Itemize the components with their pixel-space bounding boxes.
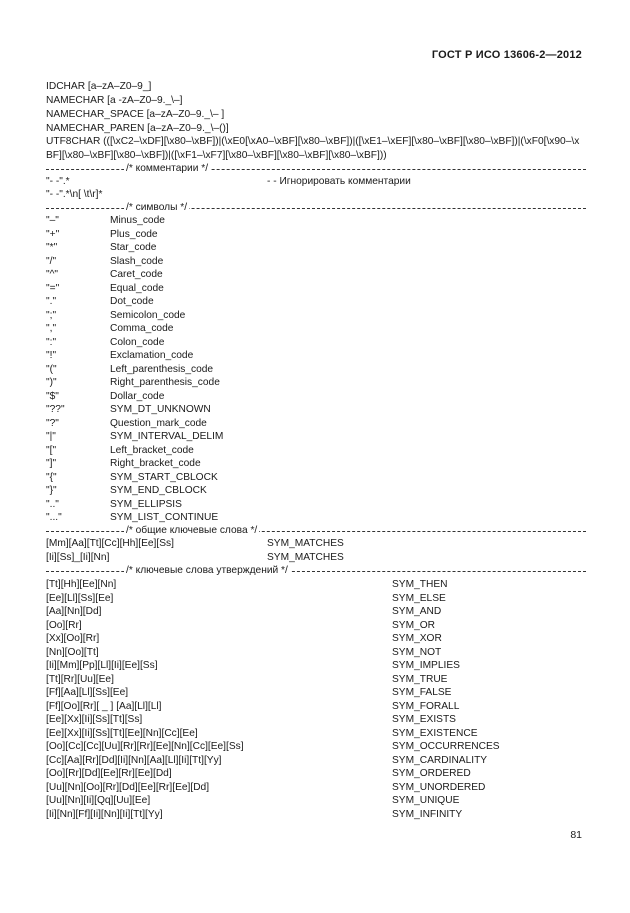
separator-label: /* ключевые слова утверждений */ xyxy=(126,565,288,576)
def-idchar: IDCHAR [a–zA–Z0–9_] xyxy=(46,81,152,92)
symbol-row xyxy=(46,228,586,241)
keyword-code: SYM_NOT xyxy=(392,646,442,658)
assertion-keyword-row xyxy=(46,808,586,821)
symbol-literal: "." xyxy=(46,296,57,307)
symbol-row xyxy=(46,336,586,349)
separator-symbols xyxy=(46,201,586,214)
keyword-code: SYM_MATCHES xyxy=(267,552,344,563)
symbol-code: Plus_code xyxy=(110,228,158,240)
symbol-code: SYM_END_CBLOCK xyxy=(110,485,207,496)
keyword-pattern: [Ii][Ss]_[Ii][Nn] xyxy=(46,552,110,563)
symbol-code: SYM_START_CBLOCK xyxy=(110,471,218,483)
separator-label: /* общие ключевые слова */ xyxy=(126,525,258,536)
symbol-row xyxy=(46,498,586,511)
symbol-row xyxy=(46,444,586,457)
symbol-code: Left_parenthesis_code xyxy=(110,363,214,375)
assertion-keyword-row xyxy=(46,713,586,726)
separator-label: /* символы */ xyxy=(126,202,188,213)
def-namechar-paren: NAMECHAR_PAREN [a–zA–Z0–9._\–()] xyxy=(46,123,229,134)
symbol-literal: "|" xyxy=(46,431,56,442)
symbol-row xyxy=(46,349,586,362)
keyword-pattern: [Aa][Nn][Dd] xyxy=(46,606,102,617)
assertion-keyword-row xyxy=(46,781,586,794)
keyword-code: SYM_FORALL xyxy=(392,700,460,712)
symbol-literal: "[" xyxy=(46,444,57,456)
symbol-code: Minus_code xyxy=(110,215,165,226)
symbol-row xyxy=(46,214,586,227)
symbol-code: Caret_code xyxy=(110,269,163,280)
symbol-code: Colon_code xyxy=(110,336,165,348)
symbol-literal: "?" xyxy=(46,417,59,429)
symbol-code: Slash_code xyxy=(110,255,164,267)
symbol-code: SYM_DT_UNKNOWN xyxy=(110,404,211,415)
comment-pattern: "- -".*\n[ \t\r]* xyxy=(46,189,103,200)
keyword-code: SYM_UNIQUE xyxy=(392,795,460,806)
keyword-pattern: [Xx][Oo][Rr] xyxy=(46,633,100,644)
keyword-code: SYM_OR xyxy=(392,619,436,631)
symbol-row xyxy=(46,471,586,484)
keyword-code: SYM_FALSE xyxy=(392,687,452,698)
page-header: ГОСТ Р ИСО 13606-2—2012 xyxy=(431,49,582,61)
keyword-pattern: [Ff][Oo][Rr][ _ ] [Aa][Ll][Ll] xyxy=(46,700,162,712)
symbol-code: Dot_code xyxy=(110,296,154,307)
assertion-keyword-row xyxy=(46,727,586,740)
keyword-pattern: [Ii][Nn][Ff][Ii][Nn][Ii][Tt][Yy] xyxy=(46,808,163,820)
symbol-literal: "/" xyxy=(46,255,57,267)
symbol-literal: "=" xyxy=(46,282,60,294)
assertion-keyword-row xyxy=(46,659,586,672)
separator-assertion-keywords xyxy=(46,564,586,577)
symbol-row xyxy=(46,417,586,430)
keyword-code: SYM_IMPLIES xyxy=(392,660,460,671)
keyword-code: SYM_EXISTENCE xyxy=(392,727,478,739)
symbol-literal: "+" xyxy=(46,228,60,240)
keyword-pattern: [Ee][Xx][Ii][Ss][Tt][Ee][Nn][Cc][Ee] xyxy=(46,727,198,739)
keyword-pattern: [Tt][Hh][Ee][Nn] xyxy=(46,579,117,590)
symbol-row xyxy=(46,268,586,281)
assertion-keyword-row xyxy=(46,673,586,686)
def-namechar: NAMECHAR [a -zA–Z0–9._\–] xyxy=(46,95,183,106)
assertion-keyword-row xyxy=(46,646,586,659)
general-keyword-row xyxy=(46,537,586,550)
keyword-pattern: [Ii][Mm][Pp][Ll][Ii][Ee][Ss] xyxy=(46,660,158,671)
symbol-literal: "$" xyxy=(46,390,59,402)
assertion-keyword-row xyxy=(46,686,586,699)
symbol-row xyxy=(46,295,586,308)
general-keyword-row xyxy=(46,551,586,564)
keyword-pattern: [Nn][Oo][Tt] xyxy=(46,646,99,658)
keyword-pattern: [Uu][Nn][Ii][Qq][Uu][Ee] xyxy=(46,795,151,806)
keyword-code: SYM_XOR xyxy=(392,633,442,644)
symbol-literal: ")" xyxy=(46,377,57,388)
symbol-code: Star_code xyxy=(110,242,157,253)
def-utf8char: UTF8CHAR (([\xC2–\xDF][\x80–\xBF])|(\xE0[\xA0–\xBF][\x80–\xBF])|([\xE1–\xEF][\x80–\xBF][\x80–\xBF])|(\xF0[\x90–\xBF][\x80–\xBF][\x80–\xBF])|([\xF1–\xF7][\x80–\xBF][\x80–\xBF][\x80–\xBF])) xyxy=(46,136,580,161)
keyword-code: SYM_EXISTS xyxy=(392,714,456,725)
keyword-code: SYM_OCCURRENCES xyxy=(392,741,500,752)
symbol-row xyxy=(46,363,586,376)
symbol-literal: ":" xyxy=(46,336,57,348)
symbol-row xyxy=(46,255,586,268)
assertion-keyword-row xyxy=(46,592,586,605)
symbol-code: SYM_LIST_CONTINUE xyxy=(110,512,219,523)
symbol-literal: "..." xyxy=(46,512,62,523)
symbol-row xyxy=(46,511,586,524)
def-namechar-space: NAMECHAR_SPACE [a–zA–Z0–9._\– ] xyxy=(46,109,225,120)
assertion-keyword-row xyxy=(46,767,586,780)
keyword-code: SYM_AND xyxy=(392,606,442,617)
keyword-code: SYM_ORDERED xyxy=(392,768,471,779)
symbol-row xyxy=(46,430,586,443)
symbol-code: Right_parenthesis_code xyxy=(110,377,220,388)
symbol-row xyxy=(46,322,586,335)
symbol-literal: "{" xyxy=(46,471,57,483)
keyword-code: SYM_ELSE xyxy=(392,592,446,604)
keyword-code: SYM_TRUE xyxy=(392,673,448,685)
assertion-keyword-row xyxy=(46,794,586,807)
symbol-row xyxy=(46,403,586,416)
keyword-pattern: [Cc][Aa][Rr][Dd][Ii][Nn][Aa][Ll][Ii][Tt][Yy] xyxy=(46,754,222,766)
symbol-code: Dollar_code xyxy=(110,390,165,402)
symbol-row xyxy=(46,390,586,403)
separator-general-keywords xyxy=(46,524,586,537)
comment-row xyxy=(46,175,586,188)
keyword-pattern: [Oo][Rr] xyxy=(46,619,82,631)
symbol-literal: "*" xyxy=(46,242,58,253)
symbol-literal: "(" xyxy=(46,363,57,375)
keyword-pattern: [Tt][Rr][Uu][Ee] xyxy=(46,673,114,685)
symbol-code: Equal_code xyxy=(110,282,164,294)
comment-row xyxy=(46,188,586,201)
symbol-row xyxy=(46,376,586,389)
keyword-code: SYM_MATCHES xyxy=(267,538,344,549)
symbol-code: Left_bracket_code xyxy=(110,444,194,456)
symbol-literal: "," xyxy=(46,323,57,334)
symbol-literal: "^" xyxy=(46,269,59,280)
symbol-code: SYM_ELLIPSIS xyxy=(110,498,182,510)
symbol-code: SYM_INTERVAL_DELIM xyxy=(110,431,224,442)
assertion-keyword-row xyxy=(46,754,586,767)
symbol-literal: "!" xyxy=(46,350,57,361)
symbol-code: Semicolon_code xyxy=(110,309,186,321)
keyword-code: SYM_UNORDERED xyxy=(392,781,486,793)
assertion-keyword-row xyxy=(46,578,586,591)
assertion-keyword-row xyxy=(46,605,586,618)
page-number: 81 xyxy=(570,829,582,841)
symbol-code: Question_mark_code xyxy=(110,417,207,429)
assertion-keyword-row xyxy=(46,632,586,645)
symbol-code: Right_bracket_code xyxy=(110,458,201,469)
keyword-pattern: [Uu][Nn][Oo][Rr][Dd][Ee][Rr][Ee][Dd] xyxy=(46,781,210,793)
symbol-row xyxy=(46,282,586,295)
symbol-literal: "]" xyxy=(46,458,57,469)
symbol-literal: "–" xyxy=(46,215,59,226)
keyword-pattern: [Ee][Ll][Ss][Ee] xyxy=(46,592,114,604)
symbol-row xyxy=(46,241,586,254)
symbol-literal: "}" xyxy=(46,485,57,496)
symbol-literal: "??" xyxy=(46,404,65,415)
assertion-keyword-row xyxy=(46,700,586,713)
symbol-row xyxy=(46,457,586,470)
separator-comments xyxy=(46,162,586,175)
keyword-pattern: [Ee][Xx][Ii][Ss][Tt][Ss] xyxy=(46,714,143,725)
separator-label: /* комментарии */ xyxy=(126,163,209,174)
symbol-row xyxy=(46,309,586,322)
keyword-code: SYM_INFINITY xyxy=(392,808,463,820)
assertion-keyword-row xyxy=(46,619,586,632)
symbol-code: Exclamation_code xyxy=(110,350,194,361)
keyword-pattern: [Oo][Cc][Cc][Uu][Rr][Rr][Ee][Nn][Cc][Ee][Ss] xyxy=(46,741,244,752)
symbol-literal: ";" xyxy=(46,309,57,321)
keyword-pattern: [Ff][Aa][Ll][Ss][Ee] xyxy=(46,687,129,698)
keyword-code: SYM_CARDINALITY xyxy=(392,754,488,766)
comment-note: - - Игнорировать комментарии xyxy=(267,176,411,187)
comment-pattern: "- -".* xyxy=(46,176,70,187)
symbol-code: Comma_code xyxy=(110,323,174,334)
keyword-pattern: [Oo][Rr][Dd][Ee][Rr][Ee][Dd] xyxy=(46,768,172,779)
keyword-pattern: [Mm][Aa][Tt][Cc][Hh][Ee][Ss] xyxy=(46,538,174,549)
symbol-literal: ".." xyxy=(46,498,59,510)
keyword-code: SYM_THEN xyxy=(392,579,448,590)
symbol-row xyxy=(46,484,586,497)
assertion-keyword-row xyxy=(46,740,586,753)
